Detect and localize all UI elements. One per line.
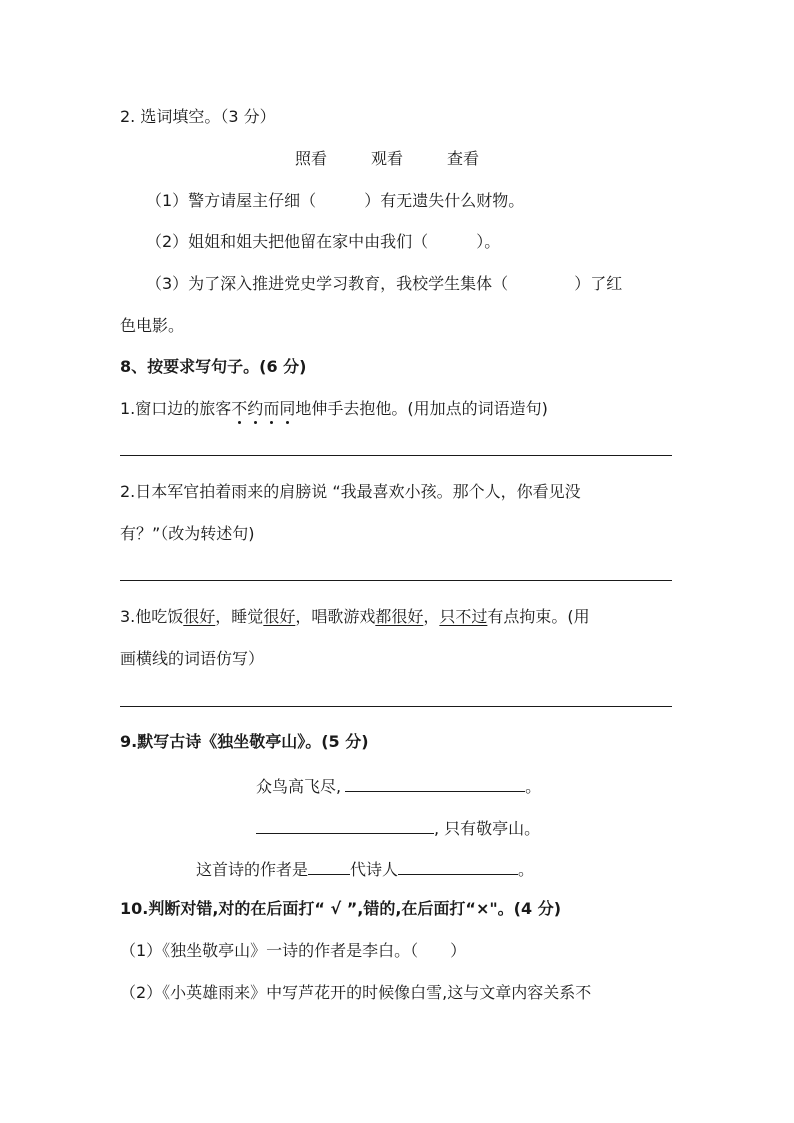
poem-text: 代诗人 (350, 860, 399, 879)
question-8-sentence-2-line-2: 有？”（改为转述句) (120, 524, 255, 543)
question-10-item-2: （2）《小英雄雨来》中写芦花开的时候像白雪,这与文章内容关系不 (120, 983, 592, 1002)
question-2-item-1 (146, 190, 524, 212)
word-choice: 查看 (447, 149, 480, 168)
item-text: ）。 (476, 232, 501, 251)
question-2-item-3-continued: 色电影。 (120, 316, 185, 335)
question-10-title: 10.判断对错,对的在后面打“ √ ”,错的,在后面打“×"。(4 分) (120, 899, 562, 918)
word-choices (295, 148, 479, 170)
item-text: （1）警方请屋主仔细（ (146, 191, 317, 210)
question-2-item-2 (146, 231, 500, 253)
poem-text: 。 (518, 860, 535, 879)
question-10-item-1: （1）《独坐敬亭山》一诗的作者是李白。（ ） (120, 941, 467, 960)
fill-blank[interactable] (345, 773, 525, 792)
poem-text: 众鸟高飞尽, (256, 777, 342, 796)
underlined-word: 都很好 (375, 607, 424, 626)
underlined-word: 很好 (263, 607, 296, 626)
poem-text: , 只有敬亭山。 (434, 819, 541, 838)
answer-line[interactable] (120, 455, 672, 456)
question-8-sentence-3-line-2: 画横线的词语仿写） (120, 649, 265, 668)
poem-line-2 (256, 815, 540, 840)
question-9-title: 9.默写古诗《独坐敬亭山》。(5 分) (120, 732, 369, 751)
sentence-text: ，唱歌游戏 (295, 607, 376, 626)
poem-line-1 (256, 773, 541, 798)
dotted-char: 不 (231, 399, 248, 418)
underlined-word: 很好 (183, 607, 216, 626)
sentence-text: 1.窗口边的旅客 (120, 399, 232, 418)
question-8-sentence-2-line-1: 2.日本军官拍着雨来的肩膀说 “我最喜欢小孩。那个人，你看见没 (120, 482, 581, 501)
sentence-text: ， (423, 607, 440, 626)
item-text: （3）为了深入推进党史学习教育，我校学生集体（ (146, 274, 509, 293)
fill-blank[interactable] (308, 856, 350, 875)
item-text: ）了红 (574, 274, 623, 293)
dotted-char: 同 (279, 399, 296, 418)
fill-blank[interactable] (256, 815, 434, 834)
sentence-text: ，睡觉 (215, 607, 264, 626)
sentence-text: 地伸手去抱他。(用加点的词语造句) (295, 399, 548, 418)
item-text: ）有无遗失什么财物。 (364, 191, 525, 210)
answer-line[interactable] (120, 580, 672, 581)
dotted-char: 而 (263, 399, 280, 418)
sentence-text: 有点拘束。(用 (487, 607, 590, 626)
poem-author-line (196, 856, 534, 881)
question-2-item-3 (146, 273, 622, 295)
word-choice: 照看 (295, 149, 328, 168)
poem-text: 。 (525, 777, 542, 796)
underlined-word: 只不过 (439, 607, 488, 626)
question-8-sentence-1 (120, 398, 548, 420)
sentence-text: 3.他吃饭 (120, 607, 184, 626)
dotted-char: 约 (247, 399, 264, 418)
question-8-title: 8、按要求写句子。(6 分) (120, 357, 307, 376)
poem-text: 这首诗的作者是 (196, 860, 309, 879)
word-choice: 观看 (371, 149, 404, 168)
item-text: （2）姐姐和姐夫把他留在家中由我们（ (146, 232, 429, 251)
answer-line[interactable] (120, 706, 672, 707)
fill-blank[interactable] (398, 856, 518, 875)
question-8-sentence-3-line-1 (120, 606, 590, 628)
question-2-title: 2. 选词填空。（3 分） (120, 107, 276, 126)
